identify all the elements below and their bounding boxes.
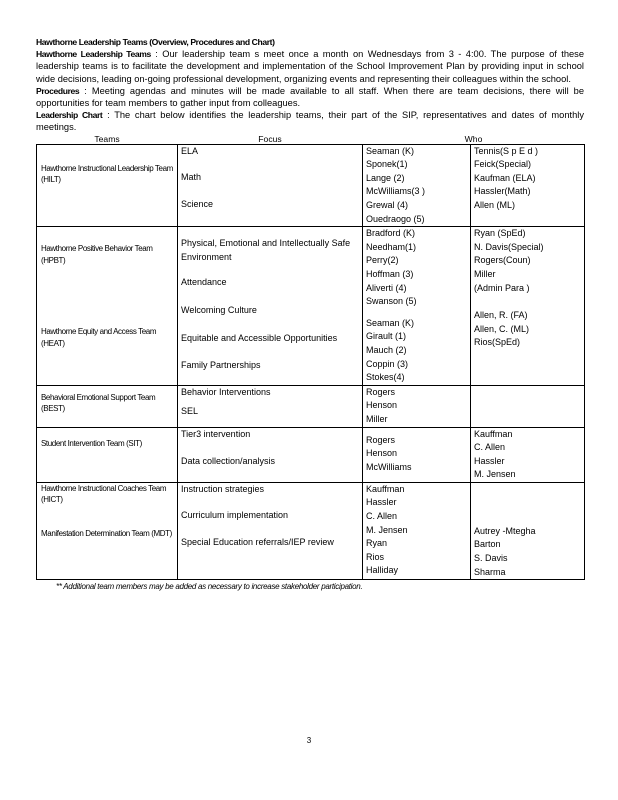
- member-name: Rogers(Coun): [474, 255, 531, 266]
- member-name: M. Jensen: [366, 524, 408, 535]
- member-name: Rogers: [366, 434, 396, 445]
- member-name: Bradford (K): [366, 228, 416, 239]
- member-name: Rogers: [366, 386, 396, 397]
- member-name: N. Davis(Special): [474, 241, 544, 252]
- focus-item: SEL: [181, 406, 199, 417]
- who-grade-cell: [363, 482, 471, 579]
- footnote: ** Additional team members may be added as necessary to increase stakeholder participation.: [56, 582, 363, 592]
- member-name: Rios: [366, 551, 385, 562]
- who-specialist-cell: [471, 482, 585, 579]
- member-name: Grewal (4): [366, 200, 409, 210]
- member-name: Needham(1): [366, 241, 417, 252]
- who-specialist-cell: [471, 144, 585, 227]
- member-name: Kauffman: [474, 428, 513, 439]
- member-name: Autrey -Mtegha: [474, 525, 536, 536]
- member-name: C. Allen: [474, 442, 506, 453]
- member-name: Miller: [366, 413, 388, 424]
- team-name: Hawthorne Instructional Leadership Team (HILT): [41, 163, 173, 185]
- member-name: (Admin Para ): [474, 282, 530, 293]
- header-focus: Focus: [178, 134, 363, 145]
- focus-item: Special Education referrals/IEP review: [181, 537, 334, 548]
- teams-cell: [37, 482, 178, 579]
- document-page: [36, 36, 584, 591]
- focus-item: Math: [181, 172, 202, 183]
- team-name: Hawthorne Positive Behavior Team (HPBT): [41, 244, 153, 265]
- team-name: Student Intervention Team (SIT): [41, 438, 142, 448]
- page-number: 3: [306, 736, 312, 745]
- member-name: Kauffman: [366, 483, 405, 494]
- table-row: [37, 385, 585, 427]
- focus-item: Tier3 intervention: [181, 428, 251, 439]
- leadership-table: [36, 134, 585, 581]
- member-name: Allen, C. (ML): [474, 323, 530, 334]
- focus-item: Science: [181, 198, 214, 209]
- member-name: McWilliams(3 ): [366, 186, 425, 197]
- who-grade-cell: [363, 227, 471, 386]
- procedures-paragraph: [36, 85, 584, 109]
- member-name: S. Davis: [474, 553, 508, 564]
- member-name: Henson: [366, 448, 398, 459]
- member-name: Barton: [474, 539, 501, 550]
- member-name: Coppin (3): [366, 358, 409, 369]
- table-header-row: [37, 134, 585, 145]
- intro-heading: [36, 36, 584, 48]
- procedures-label: Procedures: [36, 85, 80, 96]
- member-name: Allen, R. (FA): [474, 310, 528, 321]
- heading-text: Hawthorne Leadership Teams (Overview, Procedures and Chart): [36, 37, 275, 47]
- member-name: Rios(SpEd): [474, 337, 521, 348]
- focus-item: Instruction strategies: [181, 483, 265, 494]
- focus-cell: [178, 427, 363, 482]
- member-name: Swanson (5): [366, 296, 417, 307]
- chart-paragraph: [36, 109, 584, 133]
- member-name: Sharma: [474, 566, 506, 577]
- chart-text: : The chart below identifies the leadership teams, their part of the SIP, representatives and dates of monthly meetings.: [36, 110, 584, 133]
- table-row: [37, 482, 585, 579]
- member-name: C. Allen: [366, 511, 398, 522]
- procedures-text: : Meeting agendas and minutes will be made available to all staff. When there are team decisions, there will be opportunities for team members to gather input from colleagues.: [36, 85, 585, 109]
- who-grade-cell: [363, 427, 471, 482]
- member-name: Perry(2): [366, 255, 399, 266]
- overview-paragraph: [36, 48, 584, 85]
- member-name: Tennis(S p E d ): [474, 145, 539, 156]
- who-specialist-cell: [471, 385, 585, 427]
- member-name: Halliday: [366, 565, 399, 576]
- who-grade-cell: [363, 385, 471, 427]
- member-name: Girault (1): [366, 331, 407, 342]
- member-name: Lange (2): [366, 172, 405, 183]
- focus-item: Family Partnerships: [181, 360, 261, 371]
- focus-item: Curriculum implementation: [181, 510, 289, 521]
- member-name: Seaman (K): [366, 145, 415, 156]
- who-specialist-cell: [471, 227, 585, 386]
- focus-item: Data collection/analysis: [181, 456, 276, 467]
- focus-item: Equitable and Accessible Opportunities: [181, 332, 338, 343]
- member-name: Ryan (SpEd): [474, 228, 526, 239]
- team-name: Behavioral Emotional Support Team (BEST): [41, 392, 156, 414]
- member-name: Seaman (K): [366, 317, 415, 328]
- member-name: Hassler(Math): [474, 186, 531, 197]
- member-name: Kaufman (ELA): [474, 172, 536, 183]
- member-name: McWilliams: [366, 461, 412, 472]
- table-row: [37, 427, 585, 482]
- focus-item: Welcoming Culture: [181, 304, 257, 315]
- focus-cell: [178, 482, 363, 579]
- table-row: [37, 144, 585, 227]
- member-name: Henson: [366, 400, 398, 411]
- member-name: Ouedraogo (5): [366, 213, 425, 224]
- focus-cell: [178, 144, 363, 227]
- member-name: Mauch (2): [366, 344, 407, 355]
- header-teams: Teams: [37, 134, 178, 145]
- focus-cell: [178, 227, 363, 386]
- member-name: Miller: [474, 268, 496, 279]
- member-name: Stokes(4): [366, 372, 405, 383]
- team-name: Hawthorne Instructional Coaches Team (HICT): [41, 483, 167, 505]
- member-name: Sponek(1): [366, 159, 408, 170]
- focus-cell: [178, 385, 363, 427]
- teams-cell: [37, 427, 178, 482]
- focus-item: Behavior Interventions: [181, 386, 271, 397]
- member-name: Feick(Special): [474, 159, 532, 170]
- teams-cell: [37, 144, 178, 227]
- member-name: Ryan: [366, 538, 388, 549]
- overview-label: Hawthorne Leadership Teams: [36, 49, 151, 60]
- teams-cell: [37, 385, 178, 427]
- focus-item: ELA: [181, 145, 199, 156]
- intro-section: [36, 36, 584, 134]
- member-name: Hoffman (3): [366, 268, 414, 279]
- table-body: [37, 144, 585, 580]
- member-name: Allen (ML): [474, 200, 516, 210]
- focus-item: Physical, Emotional and Intellectually Safe Environment: [181, 238, 351, 262]
- member-name: M. Jensen: [474, 469, 516, 480]
- team-name: Hawthorne Equity and Access Team (HEAT): [41, 327, 157, 348]
- who-grade-cell: [363, 144, 471, 227]
- overview-text: : Our leadership team s meet once a month on Wednesdays from 3 - 4:00. The purpose of these leadership teams is to facilitate the development and implementation of the School Improvement Plan by providing input in school wide decisions, leading on-going professional development, organizing events and representing their colleagues within the school.: [36, 49, 584, 84]
- who-specialist-cell: [471, 427, 585, 482]
- header-who: Who: [363, 134, 585, 145]
- member-name: Hassler: [474, 455, 505, 466]
- teams-cell: [37, 227, 178, 386]
- member-name: Hassler: [366, 497, 397, 508]
- table-row: [37, 227, 585, 386]
- chart-label: Leadership Chart: [36, 110, 103, 121]
- team-name: Manifestation Determination Team (MDT): [41, 528, 172, 538]
- focus-item: Attendance: [181, 277, 227, 288]
- member-name: Aliverti (4): [366, 282, 407, 293]
